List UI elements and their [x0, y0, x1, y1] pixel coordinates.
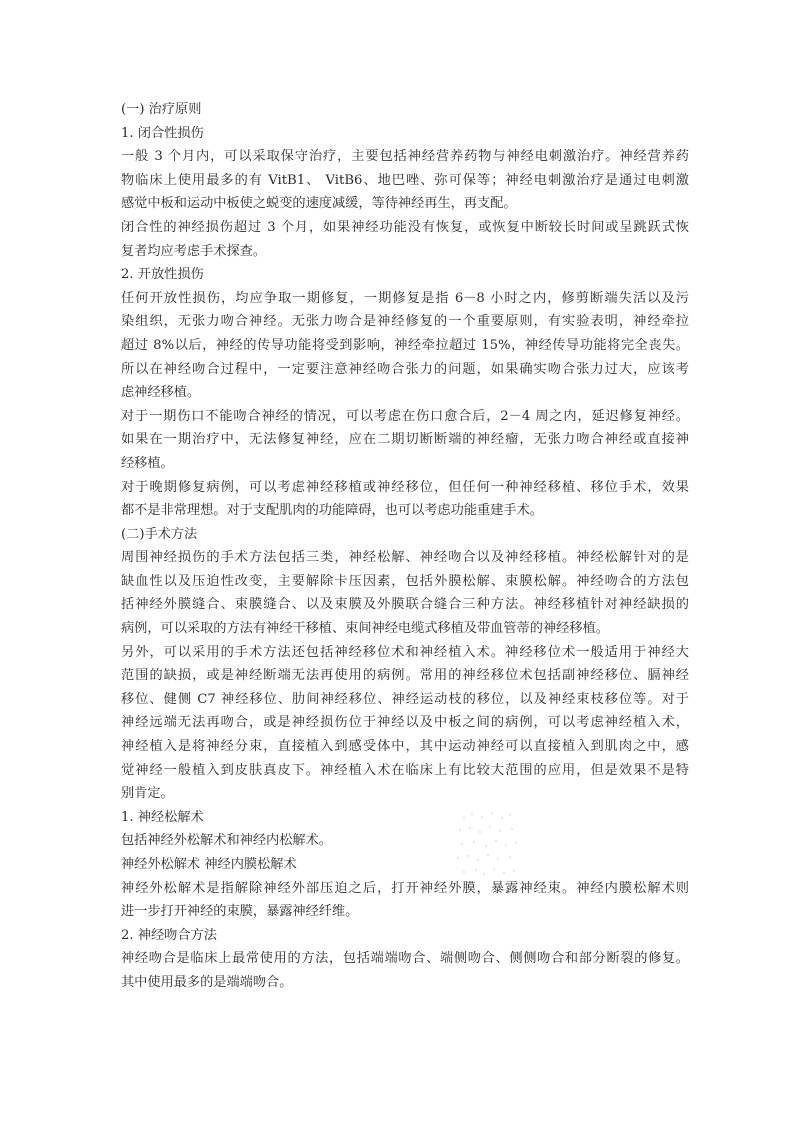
text-line: 复者均应考虑手术探查。 [121, 243, 267, 259]
text-line: (一) 治疗原则 [121, 102, 202, 117]
text-line: 虑神经移植。 [121, 385, 201, 401]
text-line: 其中使用最多的是端端吻合。 [121, 974, 293, 990]
text-line: 神经外松解术是指解除神经外部压迫之后，打开神经外膜，暴露神经束。神经内膜松解术则 [121, 880, 689, 896]
text-line: 括神经外膜缝合、束膜缝合、以及束膜及外膜联合缝合三种方法。神经移植针对神经缺损的 [121, 597, 689, 613]
text-line: 神经远端无法再吻合，或是神经损伤位于神经以及中板之间的病例，可以考虑神经植入术， [121, 715, 689, 731]
text-line: 如果在一期治疗中，无法修复神经，应在二期切断断端的神经瘤，无张力吻合神经或直接神 [121, 432, 689, 448]
text-line: 一般 3 个月内，可以采取保守治疗，主要包括神经营养药物与神经电刺激治疗。神经营养药 [121, 149, 689, 165]
text-line: 2. 神经吻合方法 [121, 927, 217, 943]
text-line: 感觉中板和运动中板使之蜕变的速度减缓，等待神经再生，再支配。 [121, 196, 517, 212]
watermark-stamp-icon [452, 808, 522, 886]
text-line: 1. 神经松解术 [121, 809, 204, 825]
text-line: 神经植入是将神经分束，直接植入到感受体中，其中运动神经可以直接植入到肌肉之中，感 [121, 739, 689, 755]
text-line: 1. 闭合性损伤 [121, 125, 204, 141]
text-line: 神经吻合是临床上最常使用的方法，包括端端吻合、端侧吻合、侧侧吻合和部分断裂的修复。 [121, 951, 689, 967]
text-line: 闭合性的神经损伤超过 3 个月，如果神经功能没有恢复，或恢复中断较长时间或呈跳跃式恢 [121, 219, 689, 235]
text-line: 都不是非常理想。对于支配肌肉的功能障碍，也可以考虑功能重建手术。 [121, 503, 543, 519]
document-body [121, 98, 689, 995]
text-line: 进一步打开神经的束膜，暴露神经纤维。 [121, 904, 359, 920]
text-line: 包括神经外松解术和神经内松解术。 [121, 833, 332, 849]
text-line: 觉神经一般植入到皮肤真皮下。神经植入术在临床上有比较大范围的应用，但是效果不是特 [121, 762, 689, 778]
text-line: 所以在神经吻合过程中，一定要注意神经吻合张力的问题，如果确实吻合张力过大，应该考 [121, 361, 689, 377]
text-line: 任何开放性损伤，均应争取一期修复，一期修复是指 6－8 小时之内，修剪断端失活以及污 [121, 290, 689, 306]
text-line: 染组织，无张力吻合神经。无张力吻合是神经修复的一个重要原则，有实验表明，神经牵拉 [121, 314, 689, 330]
text-line: 范围的缺损，或是神经断端无法再使用的病例。常用的神经移位术包括副神经移位、膈神经 [121, 668, 689, 684]
text-line: 神经外松解术 神经内膜松解术 [121, 857, 297, 872]
text-line: 物临床上使用最多的有 VitB1、 VitB6、地巴唑、弥可保等；神经电刺激治疗是通过电刺激 [121, 172, 689, 188]
text-line: 经移植。 [121, 455, 174, 471]
text-line: 病例，可以采取的方法有神经干移植、束间神经电缆式移植及带血管蒂的神经移植。 [121, 621, 609, 637]
text-line: 对于晚期修复病例，可以考虑神经移植或神经移位，但任何一种神经移植、移位手术，效果 [121, 479, 689, 495]
text-line: 周围神经损伤的手术方法包括三类，神经松解、神经吻合以及神经移植。神经松解针对的是 [121, 550, 689, 566]
text-line: 另外，可以采用的手术方法还包括神经移位术和神经植入术。神经移位术一般适用于神经大 [121, 644, 689, 660]
text-line: (二)手术方法 [121, 526, 198, 542]
text-line: 超过 8%以后，神经的传导功能将受到影响，神经牵拉超过 15%，神经传导功能将完全丧失。 [121, 337, 689, 353]
text-line: 对于一期伤口不能吻合神经的情况，可以考虑在伤口愈合后，2－4 周之内，延迟修复神经。 [121, 408, 689, 424]
text-line: 别肯定。 [121, 786, 174, 802]
text-line: 移位、健侧 C7 神经移位、肋间神经移位、神经运动枝的移位，以及神经束枝移位等。对于 [121, 691, 689, 707]
text-line: 2. 开放性损伤 [121, 267, 204, 283]
text-line: 缺血性以及压迫性改变，主要解除卡压因素，包括外膜松解、束膜松解。神经吻合的方法包 [121, 573, 689, 589]
